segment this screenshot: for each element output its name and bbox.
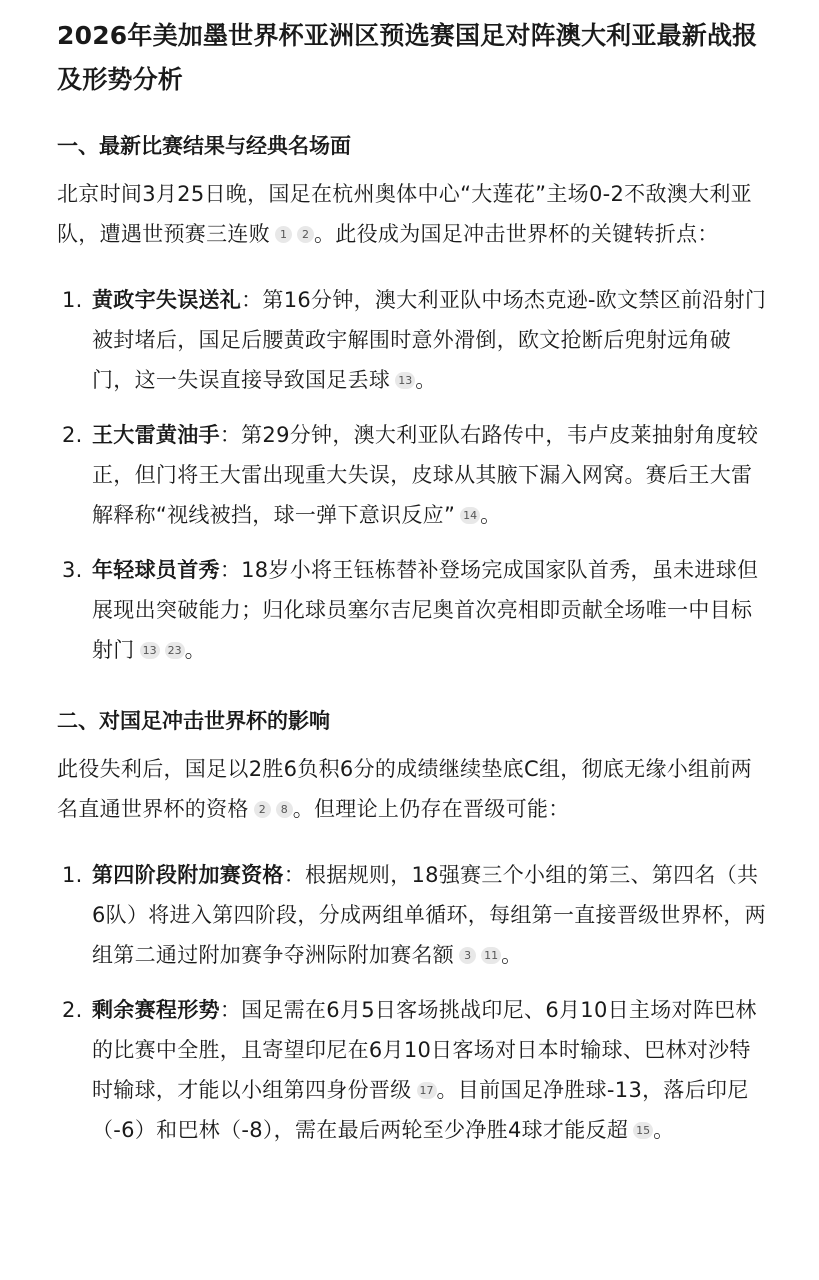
section-intro-impact	[57, 749, 767, 829]
item-title: 第四阶段附加赛资格	[92, 863, 284, 887]
item-end: 。	[501, 943, 523, 967]
page-title: 2026年美加墨世界杯亚洲区预选赛国足对阵澳大利亚最新战报及形势分析	[57, 21, 758, 94]
item-title: 剩余赛程形势	[92, 998, 220, 1022]
intro-text: 。此役成为国足冲击世界杯的关键转折点：	[314, 222, 719, 246]
item-text-continued: 。目前国足净胜球-13，落后印尼（-6）和巴林（-8），需在最后两轮至少净胜4球才能反超	[92, 1078, 749, 1142]
list-number: 3.	[62, 558, 83, 582]
item-title: 王大雷黄油手	[92, 423, 220, 447]
results-list	[57, 280, 767, 670]
citation-badge[interactable]: 17	[417, 1082, 437, 1099]
citation-badge[interactable]: 2	[254, 801, 271, 818]
citation-badge[interactable]: 1	[275, 226, 292, 243]
list-item	[57, 280, 767, 400]
citation-badge[interactable]: 15	[633, 1122, 653, 1139]
intro-text: 北京时间3月25日晚，国足在杭州奥体中心“大莲花”主场0-2不敌澳大利亚队，遭遇世预赛三连败	[57, 182, 752, 246]
item-text: ：根据规则，18强赛三个小组的第三、第四名（共6队）将进入第四阶段，分成两组单循环，每组第一直接晋级世界杯，两组第二通过附加赛争夺洲际附加赛名额	[92, 863, 766, 967]
citation-badge[interactable]: 3	[459, 947, 476, 964]
intro-text: 。但理论上仍存在晋级可能：	[292, 797, 570, 821]
list-number: 1.	[62, 863, 83, 887]
section-heading-results: 一、最新比赛结果与经典名场面	[57, 134, 351, 158]
item-end: 。	[415, 368, 437, 392]
item-text: ：国足需在6月5日客场挑战印尼、6月10日主场对阵巴林的比赛中全胜，且寄望印尼在6月10日客场对日本时输球、巴林对沙特时输球，才能以小组第四身份晋级	[92, 998, 757, 1102]
list-number: 2.	[62, 998, 83, 1022]
item-end: 。	[184, 638, 206, 662]
item-end: 。	[653, 1118, 675, 1142]
citation-badge[interactable]: 13	[140, 642, 160, 659]
item-end: 。	[480, 503, 502, 527]
item-text: ：18岁小将王钰栋替补登场完成国家队首秀，虽未进球但展现出突破能力；归化球员塞尔吉尼奥首次亮相即贡献全场唯一中目标射门	[92, 558, 759, 662]
citation-badge[interactable]: 13	[395, 372, 415, 389]
item-text: ：第29分钟，澳大利亚队右路传中，韦卢皮莱抽射角度较正，但门将王大雷出现重大失误，皮球从其腋下漏入网窝。赛后王大雷解释称“视线被挡，球一弹下意识反应”	[92, 423, 759, 527]
section-intro-results	[57, 174, 767, 254]
impact-list	[57, 855, 767, 1150]
list-number: 2.	[62, 423, 83, 447]
citation-badge[interactable]: 8	[276, 801, 293, 818]
list-item	[57, 415, 767, 535]
section-heading-impact: 二、对国足冲击世界杯的影响	[57, 709, 330, 733]
list-item	[57, 855, 767, 975]
item-title: 黄政宇失误送礼	[92, 288, 242, 312]
list-number: 1.	[62, 288, 83, 312]
item-text: ：第16分钟，澳大利亚队中场杰克逊-欧文禁区前沿射门被封堵后，国足后腰黄政宇解围时意外滑倒，欧文抢断后兜射远角破门，这一失误直接导致国足丢球	[92, 288, 767, 392]
citation-badge[interactable]: 2	[297, 226, 314, 243]
citation-badge[interactable]: 23	[165, 642, 185, 659]
citation-badge[interactable]: 11	[481, 947, 501, 964]
list-item	[57, 550, 767, 670]
citation-badge[interactable]: 14	[460, 507, 480, 524]
list-item	[57, 990, 767, 1150]
item-title: 年轻球员首秀	[92, 558, 220, 582]
intro-text: 此役失利后，国足以2胜6负积6分的成绩继续垫底C组，彻底无缘小组前两名直通世界杯的资格	[57, 757, 752, 821]
